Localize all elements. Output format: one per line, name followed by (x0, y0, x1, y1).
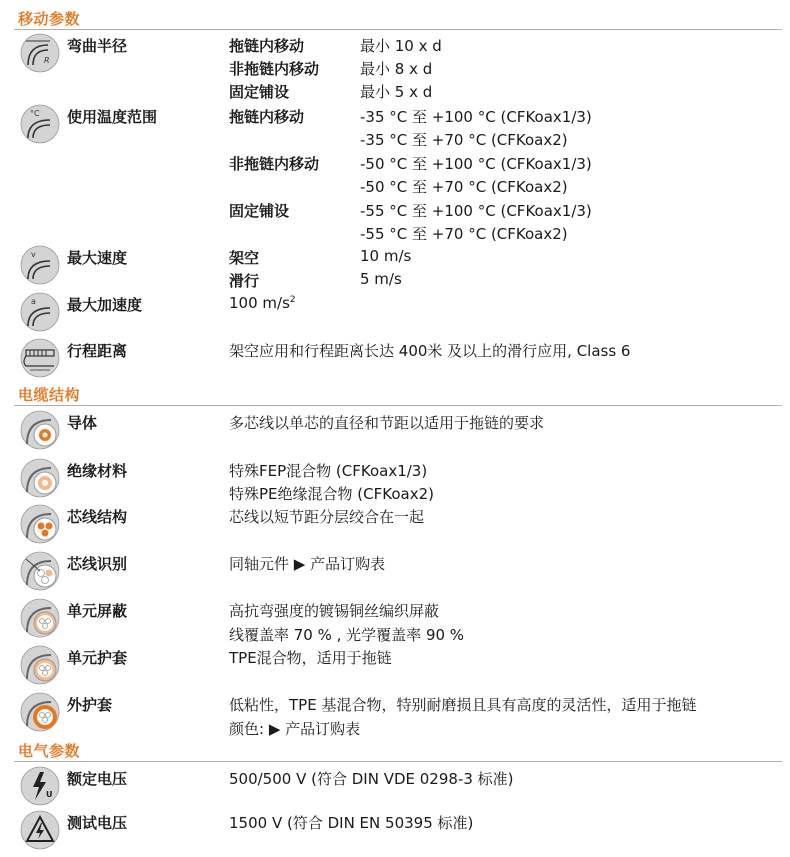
speed-icon (20, 245, 60, 285)
test-voltage-icon (20, 810, 60, 850)
element-shield-icon (20, 598, 60, 638)
bend-radius-value-3: 最小 5 x d (360, 83, 433, 101)
insulation-icon (20, 458, 60, 498)
insulation-value-2: 特殊PE绝缘混合物 (CFKoax2) (229, 485, 434, 503)
bend-radius-label: 弯曲半径 (67, 37, 128, 55)
travel-distance-icon (20, 338, 60, 378)
acceleration-value: 100 $m/s^2$ (229, 294, 296, 312)
section-title-electrical: 电气参数 (18, 742, 81, 760)
bend-radius-value-1: 最小 10 x d (360, 37, 442, 55)
bend-radius-sub-1: 拖链内移动 (229, 37, 305, 55)
temperature-sub-1: 拖链内移动 (229, 108, 305, 126)
temperature-sub-3: 固定铺设 (229, 202, 290, 220)
temperature-value-2b: -50 °C 至 +70 °C (CFKoax2) (360, 178, 568, 196)
outer-jacket-label: 外护套 (67, 696, 113, 714)
temperature-value-1a: -35 °C 至 +100 °C (CFKoax1/3) (360, 108, 592, 126)
speed-value-2: 5 m/s (360, 270, 402, 288)
section-title-motion: 移动参数 (18, 10, 81, 28)
test-voltage-label: 测试电压 (67, 814, 128, 832)
element-shield-value-1: 高抗弯强度的镀锡铜丝编织屏蔽 (229, 602, 440, 620)
core-structure-icon (20, 504, 60, 544)
temperature-value-1b: -35 °C 至 +70 °C (CFKoax2) (360, 131, 568, 149)
section-divider (14, 405, 782, 406)
core-identification-icon (20, 551, 60, 591)
core-identification-value: 同轴元件 ▶ 产品订购表 (229, 555, 386, 573)
element-shield-value-2: 线覆盖率 70 % , 光学覆盖率 90 % (229, 626, 465, 644)
speed-sub-2: 滑行 (229, 272, 260, 290)
outer-jacket-icon (20, 692, 60, 732)
travel-distance-value: 架空应用和行程距离长达 400米 及以上的滑行应用, Class 6 (229, 342, 631, 360)
rated-voltage-value: 500/500 V (符合 DIN VDE 0298-3 标准) (229, 770, 514, 788)
temperature-value-3a: -55 °C 至 +100 °C (CFKoax1/3) (360, 202, 592, 220)
bend-radius-icon (20, 33, 60, 73)
insulation-label: 绝缘材料 (67, 462, 128, 480)
svg-text:R: R (44, 56, 50, 65)
svg-text:v: v (31, 250, 36, 259)
core-structure-value: 芯线以短节距分层绞合在一起 (229, 508, 425, 526)
element-jacket-value: TPE混合物，适用于拖链 (229, 649, 392, 667)
core-structure-label: 芯线结构 (67, 508, 128, 526)
insulation-value-1: 特殊FEP混合物 (CFKoax1/3) (229, 462, 428, 480)
speed-value-1: 10 m/s (360, 247, 412, 265)
section-divider (14, 29, 782, 30)
bend-radius-sub-3: 固定铺设 (229, 83, 290, 101)
temperature-icon (20, 104, 60, 144)
svg-text:°C: °C (30, 109, 40, 118)
section-divider (14, 761, 782, 762)
travel-distance-label: 行程距离 (67, 342, 128, 360)
temperature-value-3b: -55 °C 至 +70 °C (CFKoax2) (360, 225, 568, 243)
outer-jacket-value-2: 颜色: ▶ 产品订购表 (229, 720, 361, 738)
conductor-icon (20, 410, 60, 450)
section-title-structure: 电缆结构 (18, 386, 81, 404)
test-voltage-value: 1500 V (符合 DIN EN 50395 标准) (229, 814, 474, 832)
rated-voltage-icon (20, 766, 60, 806)
temperature-sub-2: 非拖链内移动 (229, 155, 320, 173)
conductor-value: 多芯线以单芯的直径和节距以适用于拖链的要求 (229, 414, 545, 432)
element-jacket-icon (20, 645, 60, 685)
bend-radius-sub-2: 非拖链内移动 (229, 60, 320, 78)
speed-label: 最大速度 (67, 249, 128, 267)
speed-sub-1: 架空 (229, 249, 260, 267)
rated-voltage-label: 额定电压 (67, 770, 128, 788)
outer-jacket-value-1: 低粘性，TPE 基混合物，特别耐磨损且具有高度的灵活性，适用于拖链 (229, 696, 697, 714)
element-shield-label: 单元屏蔽 (67, 602, 128, 620)
temperature-value-2a: -50 °C 至 +100 °C (CFKoax1/3) (360, 155, 592, 173)
conductor-label: 导体 (67, 414, 98, 432)
svg-text:a: a (31, 297, 36, 306)
svg-text:U: U (46, 790, 53, 799)
element-jacket-label: 单元护套 (67, 649, 128, 667)
core-identification-label: 芯线识别 (67, 555, 128, 573)
temperature-label: 使用温度范围 (67, 108, 158, 126)
acceleration-icon (20, 292, 60, 332)
acceleration-label: 最大加速度 (67, 296, 143, 314)
bend-radius-value-2: 最小 8 x d (360, 60, 433, 78)
